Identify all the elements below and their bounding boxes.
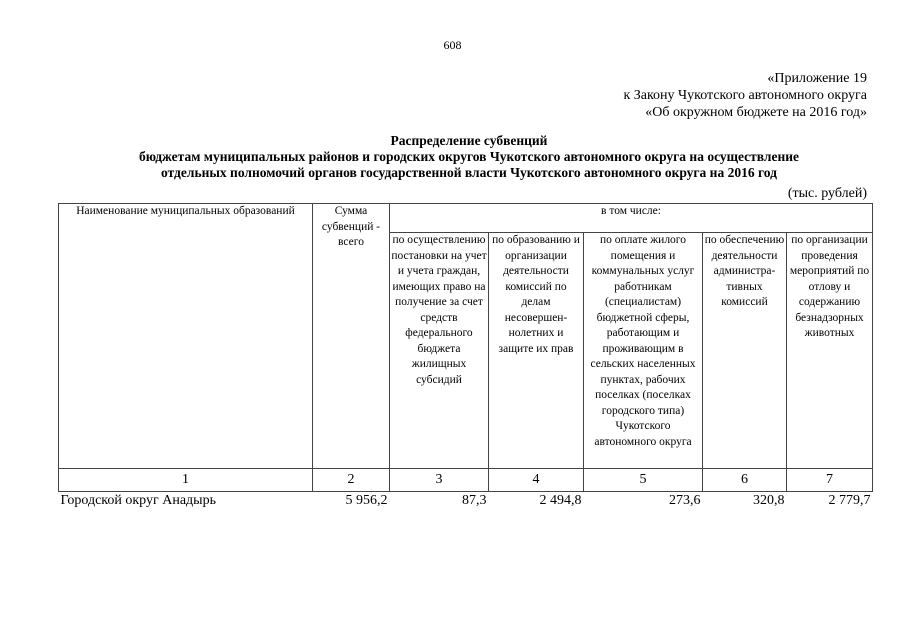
column-number: 4 xyxy=(489,469,584,492)
header-total: Сумма субвенций - всего xyxy=(313,204,390,469)
header-col3: по осуществлению постановки на учет и учета граждан, имеющих право на получение за счет средств федерального бюджета жилищных субсидий xyxy=(390,233,489,469)
column-number: 7 xyxy=(787,469,873,492)
column-number: 2 xyxy=(313,469,390,492)
appendix-line: «Об окружном бюджете на 2016 год» xyxy=(645,105,867,120)
document-title xyxy=(0,133,905,181)
header-col6: по обеспечению деятельности администра-тивных комиссий xyxy=(703,233,787,469)
title-line: Распределение субвенций xyxy=(390,133,548,148)
table-row xyxy=(59,492,873,510)
column-number: 5 xyxy=(584,469,703,492)
title-line: бюджетам муниципальных районов и городских округов Чукотского автономного округа на осуществление xyxy=(138,149,800,164)
cell-col3: 87,3 xyxy=(462,493,487,508)
appendix-line: к Закону Чукотского автономного округа xyxy=(623,88,867,103)
cell-name: Городской округ Анадырь xyxy=(60,493,216,508)
cell-total: 5 956,2 xyxy=(345,493,388,508)
title-line: отдельных полномочий органов государственной власти Чукотского автономного округа на 2016 год xyxy=(161,165,777,180)
page-number: 608 xyxy=(443,38,462,52)
header-name: Наименование муниципальных образований xyxy=(59,204,313,469)
appendix-note xyxy=(623,70,867,121)
cell-col6: 320,8 xyxy=(753,493,785,508)
header-col4: по образованию и организации деятельности комиссий по делам несовершен-нолетних и защите их прав xyxy=(489,233,584,469)
header-col5: по оплате жилого помещения и коммунальных услуг работникам (специалистам) бюджетной сферы, работающим и проживающим в сельских населенных пунктах, рабочих поселках (поселках городского типа) Чукотского автономного округа xyxy=(584,233,703,469)
column-number: 6 xyxy=(703,469,787,492)
appendix-line: «Приложение 19 xyxy=(767,71,867,86)
column-number: 3 xyxy=(390,469,489,492)
cell-col5: 273,6 xyxy=(669,493,701,508)
cell-col7: 2 779,7 xyxy=(828,493,871,508)
cell-col4: 2 494,8 xyxy=(539,493,582,508)
column-number: 1 xyxy=(59,469,313,492)
units-label: (тыс. рублей) xyxy=(787,186,867,201)
header-col7: по организации проведения мероприятий по отлову и содержанию безнадзорных животных xyxy=(787,233,873,469)
subventions-table xyxy=(58,203,873,510)
column-numbers-row xyxy=(59,469,873,492)
header-including: в том числе: xyxy=(390,204,873,233)
